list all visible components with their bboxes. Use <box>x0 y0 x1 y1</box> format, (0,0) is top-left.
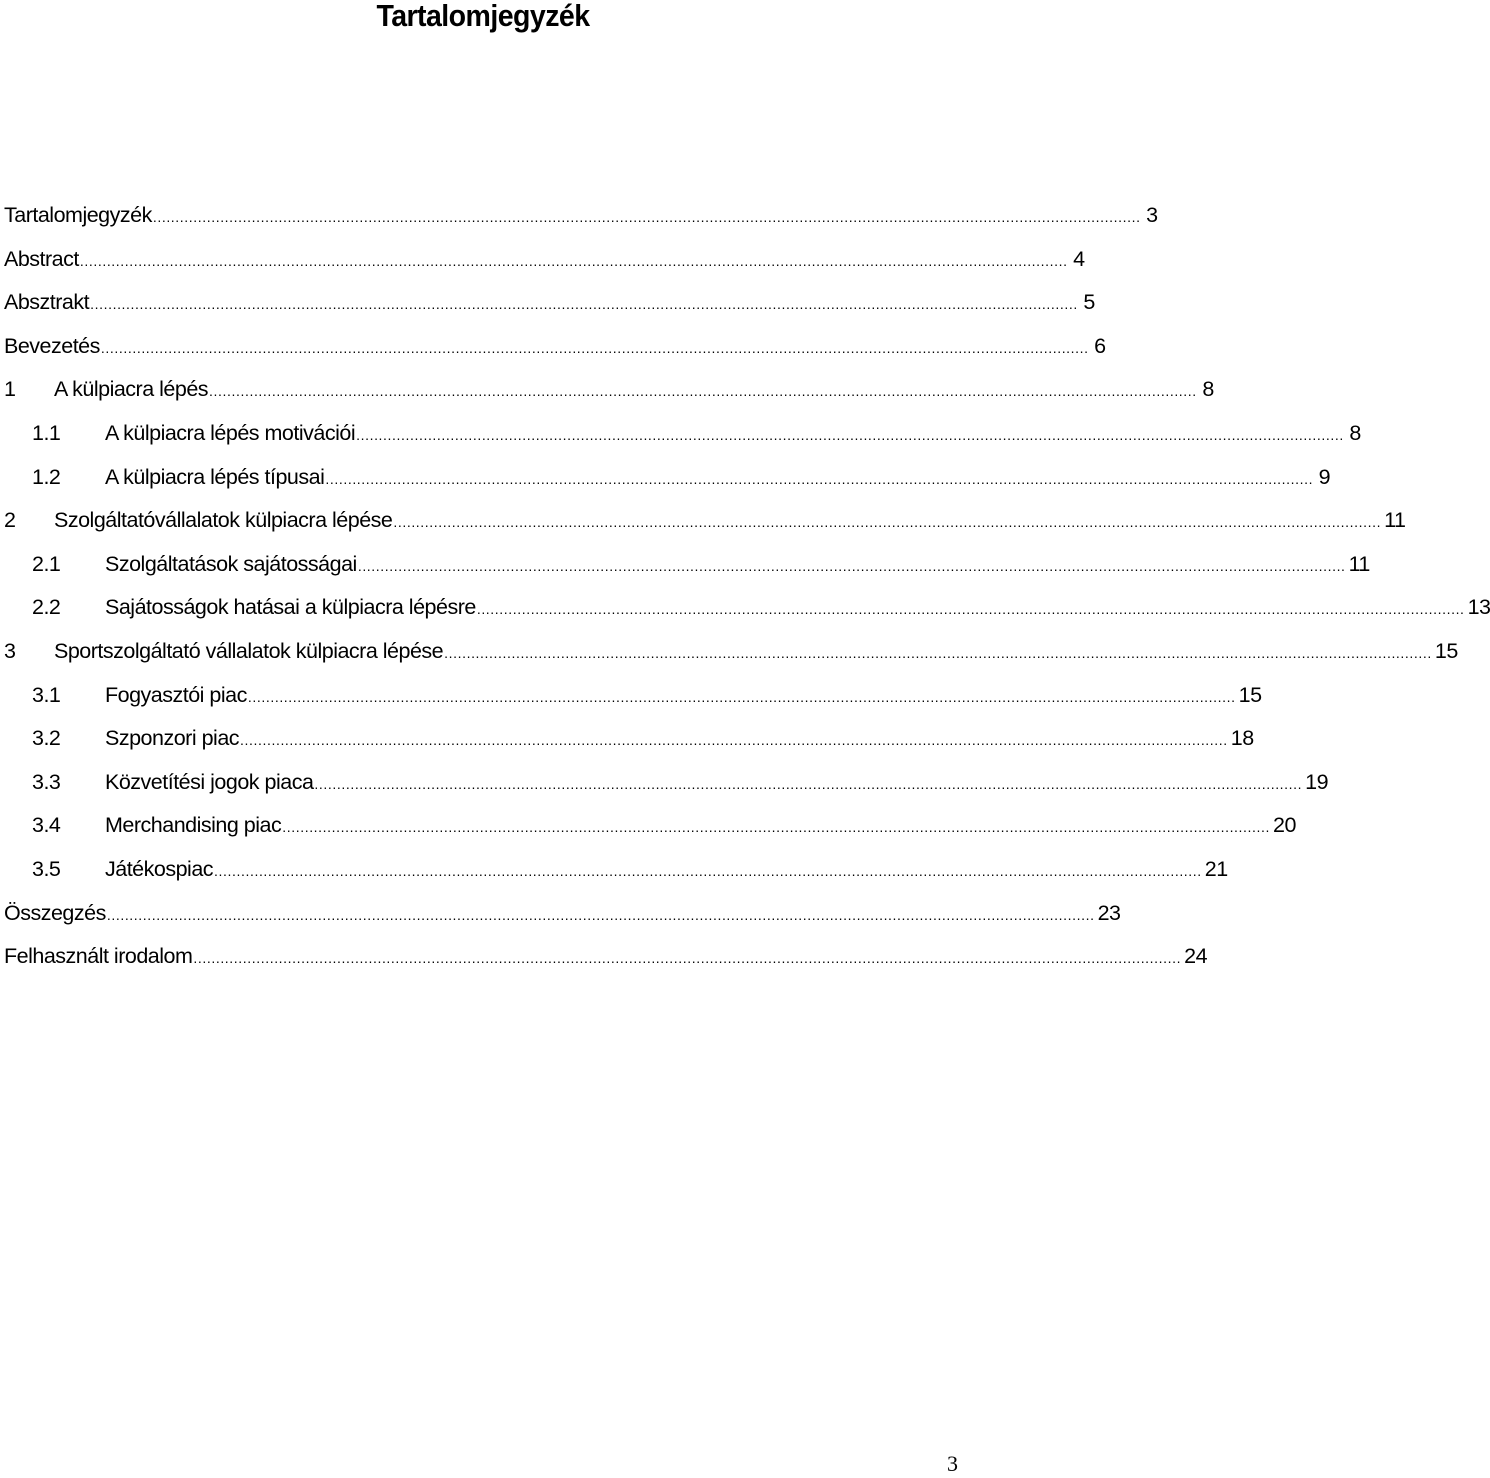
toc-dot-leader: ............................................................................................................................................................................................................................ <box>106 906 1095 923</box>
toc-entry[interactable] <box>4 804 1296 848</box>
toc-entry[interactable] <box>4 456 1331 500</box>
toc-entry-page: 8 <box>1202 377 1214 402</box>
toc-entry-page: 23 <box>1097 900 1121 925</box>
toc-entry-title: A külpiacra lépés típusai <box>105 464 325 489</box>
toc-entry-page: 3 <box>1146 203 1158 227</box>
toc-dot-leader: ............................................................................................................................................................................................................................ <box>79 252 1068 269</box>
toc-entry[interactable] <box>4 368 1214 412</box>
toc-entry-title: Szolgáltatások sajátosságai <box>105 551 357 576</box>
toc-entry[interactable] <box>4 586 1490 630</box>
toc-entry-title: Összegzés <box>4 900 106 925</box>
toc-entry[interactable] <box>4 238 1085 282</box>
toc-entry-page: 24 <box>1184 944 1208 969</box>
toc-entry-title: Játékospiac <box>105 856 214 881</box>
toc-entry-title: Szponzori piac <box>105 726 240 751</box>
toc-entry-page: 4 <box>1073 246 1085 271</box>
toc-entry[interactable] <box>4 543 1370 587</box>
toc-entry-number: 1.2 <box>32 464 61 489</box>
toc-entry-page: 8 <box>1349 420 1361 445</box>
toc-entry-number: 2 <box>4 508 16 533</box>
toc-entry-number: 3.4 <box>32 813 61 838</box>
toc-entry-number: 2.2 <box>32 595 61 620</box>
page-number: 3 <box>947 1451 958 1476</box>
toc-entry-page: 19 <box>1305 769 1329 794</box>
toc-entry-number: 2.1 <box>32 551 61 576</box>
toc-entry-title: Merchandising piac <box>105 813 282 838</box>
toc-dot-leader: ............................................................................................................................................................................................................................ <box>356 426 1344 443</box>
toc-entry-number: 3.5 <box>32 856 61 881</box>
toc-entry-number: 1.1 <box>32 420 61 445</box>
toc-entry-number: 1 <box>4 377 16 402</box>
toc-entry-page: 18 <box>1230 726 1254 751</box>
toc-entry-page: 21 <box>1204 856 1228 881</box>
toc-dot-leader: ............................................................................................................................................................................................................................ <box>240 732 1228 749</box>
toc-dot-leader: ............................................................................................................................................................................................................................ <box>282 819 1270 836</box>
toc-entry[interactable] <box>4 412 1361 456</box>
toc-entry-title: Sajátosságok hatásai a külpiacra lépésre <box>105 595 476 620</box>
toc-entry[interactable] <box>4 892 1121 936</box>
toc-entry[interactable] <box>4 194 1158 238</box>
toc-entry[interactable] <box>4 499 1406 543</box>
toc-dot-leader: ............................................................................................................................................................................................................................ <box>476 601 1465 618</box>
toc-dot-leader: ............................................................................................................................................................................................................................ <box>325 470 1314 487</box>
table-of-contents <box>4 194 1490 979</box>
toc-entry[interactable] <box>4 325 1106 369</box>
toc-entry-number: 3.1 <box>32 682 61 707</box>
toc-dot-leader: ............................................................................................................................................................................................................................ <box>393 514 1382 531</box>
toc-entry-title: Közvetítési jogok piaca <box>105 769 314 794</box>
toc-entry-title: Felhasznált irodalom <box>4 944 193 969</box>
toc-entry-page: 13 <box>1467 595 1490 620</box>
toc-entry[interactable] <box>4 761 1329 805</box>
toc-entry-page: 20 <box>1272 813 1296 838</box>
toc-entry[interactable] <box>4 630 1458 674</box>
toc-entry[interactable] <box>4 935 1208 979</box>
toc-dot-leader: ............................................................................................................................................................................................................................ <box>152 209 1141 225</box>
toc-entry[interactable] <box>4 848 1228 892</box>
toc-entry-number: 3 <box>4 638 16 663</box>
toc-entry-title: Tartalomjegyzék <box>4 203 152 227</box>
toc-entry-title: A külpiacra lépés <box>54 377 209 402</box>
toc-dot-leader: ............................................................................................................................................................................................................................ <box>314 775 1303 792</box>
toc-entry-title: A külpiacra lépés motivációi <box>105 420 356 445</box>
page-title: Tartalomjegyzék <box>376 0 590 33</box>
toc-entry-title: Szolgáltatóvállalatok külpiacra lépése <box>54 508 393 533</box>
toc-entry-page: 9 <box>1318 464 1331 489</box>
toc-dot-leader: ............................................................................................................................................................................................................................ <box>444 644 1432 661</box>
toc-entry-page: 5 <box>1083 290 1095 315</box>
toc-entry-page: 15 <box>1238 682 1262 707</box>
toc-dot-leader: ............................................................................................................................................................................................................................ <box>193 950 1182 967</box>
toc-entry-number: 3.2 <box>32 726 61 751</box>
toc-entry-title: Absztrakt <box>4 290 90 315</box>
toc-entry-title: Abstract <box>4 246 79 271</box>
toc-dot-leader: ............................................................................................................................................................................................................................ <box>247 688 1236 705</box>
toc-dot-leader: ............................................................................................................................................................................................................................ <box>214 862 1202 879</box>
toc-entry-page: 11 <box>1384 508 1406 533</box>
toc-dot-leader: ............................................................................................................................................................................................................................ <box>90 296 1078 313</box>
toc-entry[interactable] <box>4 281 1095 325</box>
toc-entry[interactable] <box>4 674 1262 718</box>
toc-entry-page: 15 <box>1434 638 1458 663</box>
toc-entry-page: 6 <box>1094 333 1106 358</box>
toc-entry-number: 3.3 <box>32 769 61 794</box>
toc-entry-title: Sportszolgáltató vállalatok külpiacra lépése <box>54 638 444 663</box>
toc-entry-page: 11 <box>1348 551 1370 576</box>
toc-dot-leader: ............................................................................................................................................................................................................................ <box>100 339 1089 356</box>
toc-entry-title: Fogyasztói piac <box>105 682 247 707</box>
toc-entry[interactable] <box>4 717 1254 761</box>
toc-dot-leader: ............................................................................................................................................................................................................................ <box>209 383 1197 400</box>
toc-dot-leader: ............................................................................................................................................................................................................................ <box>357 557 1346 574</box>
toc-entry-title: Bevezetés <box>4 333 100 358</box>
